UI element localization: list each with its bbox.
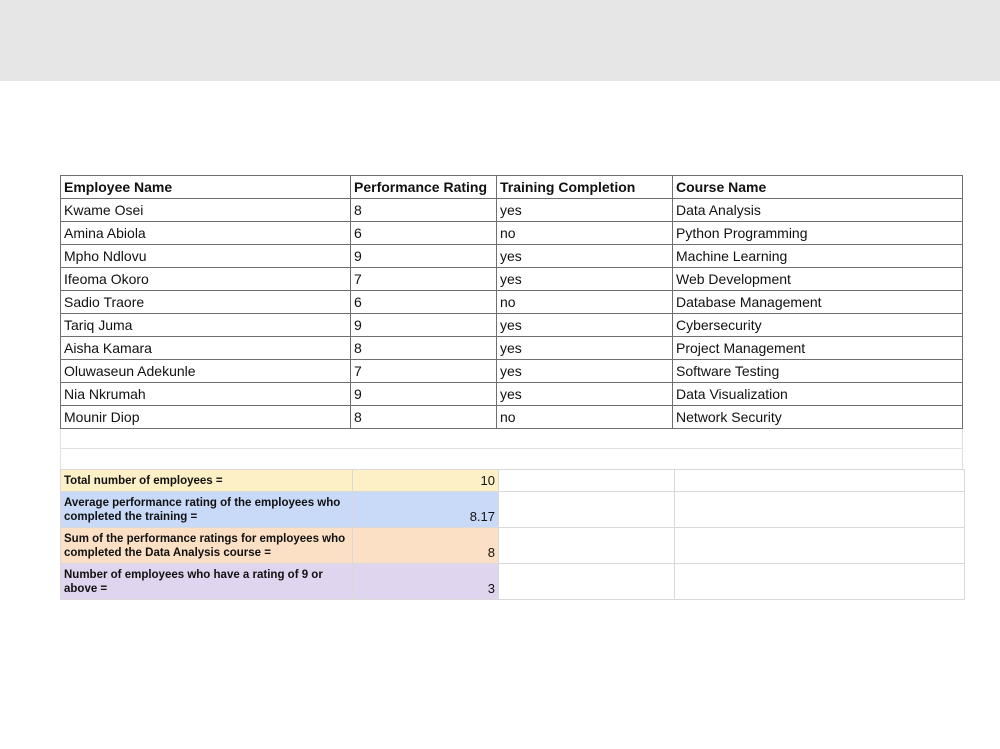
- cell-performance-rating[interactable]: 9: [351, 314, 497, 337]
- empty-cell[interactable]: [675, 470, 965, 492]
- table-row: [61, 406, 963, 429]
- summary-row-sum: [61, 528, 965, 564]
- cell-training-completion[interactable]: yes: [497, 268, 673, 291]
- summary-row-count: [61, 564, 965, 600]
- header-course-name[interactable]: Course Name: [673, 176, 963, 199]
- summary-row-average: [61, 492, 965, 528]
- cell-performance-rating[interactable]: 7: [351, 268, 497, 291]
- summary-row-total: [61, 470, 965, 492]
- total-employees-label[interactable]: Total number of employees =: [61, 470, 353, 492]
- cell-employee-name[interactable]: Ifeoma Okoro: [61, 268, 351, 291]
- table-row: [61, 199, 963, 222]
- header-performance-rating[interactable]: Performance Rating: [351, 176, 497, 199]
- table-row: [61, 291, 963, 314]
- cell-course-name[interactable]: Network Security: [673, 406, 963, 429]
- header-training-completion[interactable]: Training Completion: [497, 176, 673, 199]
- cell-employee-name[interactable]: Aisha Kamara: [61, 337, 351, 360]
- table-row: [61, 268, 963, 291]
- cell-training-completion[interactable]: no: [497, 222, 673, 245]
- table-row: [61, 222, 963, 245]
- table-row: [61, 314, 963, 337]
- cell-employee-name[interactable]: Mounir Diop: [61, 406, 351, 429]
- sum-ratings-label[interactable]: Sum of the performance ratings for employees who completed the Data Analysis course =: [61, 528, 353, 564]
- cell-course-name[interactable]: Data Analysis: [673, 199, 963, 222]
- table-row: [61, 245, 963, 268]
- cell-employee-name[interactable]: Sadio Traore: [61, 291, 351, 314]
- empty-cell[interactable]: [675, 528, 965, 564]
- cell-performance-rating[interactable]: 8: [351, 199, 497, 222]
- summary-table: [60, 469, 965, 600]
- spreadsheet: [60, 175, 965, 600]
- cell-performance-rating[interactable]: 9: [351, 383, 497, 406]
- cell-employee-name[interactable]: Mpho Ndlovu: [61, 245, 351, 268]
- top-bar: [0, 0, 1000, 81]
- cell-performance-rating[interactable]: 6: [351, 291, 497, 314]
- cell-course-name[interactable]: Machine Learning: [673, 245, 963, 268]
- cell-employee-name[interactable]: Tariq Juma: [61, 314, 351, 337]
- cell-employee-name[interactable]: Oluwaseun Adekunle: [61, 360, 351, 383]
- total-employees-value[interactable]: 10: [353, 470, 499, 492]
- empty-cell[interactable]: [499, 470, 675, 492]
- cell-performance-rating[interactable]: 7: [351, 360, 497, 383]
- cell-performance-rating[interactable]: 8: [351, 337, 497, 360]
- table-row: [61, 360, 963, 383]
- header-employee-name[interactable]: Employee Name: [61, 176, 351, 199]
- empty-rows: [60, 429, 963, 469]
- cell-training-completion[interactable]: yes: [497, 337, 673, 360]
- average-rating-label[interactable]: Average performance rating of the employees who completed the training =: [61, 492, 353, 528]
- cell-training-completion[interactable]: yes: [497, 360, 673, 383]
- cell-performance-rating[interactable]: 6: [351, 222, 497, 245]
- empty-cell[interactable]: [499, 492, 675, 528]
- cell-course-name[interactable]: Database Management: [673, 291, 963, 314]
- cell-employee-name[interactable]: Kwame Osei: [61, 199, 351, 222]
- cell-training-completion[interactable]: yes: [497, 245, 673, 268]
- cell-course-name[interactable]: Data Visualization: [673, 383, 963, 406]
- empty-cell[interactable]: [499, 528, 675, 564]
- table-row: [61, 337, 963, 360]
- cell-course-name[interactable]: Python Programming: [673, 222, 963, 245]
- employee-table: [60, 175, 963, 429]
- cell-performance-rating[interactable]: 9: [351, 245, 497, 268]
- cell-performance-rating[interactable]: 8: [351, 406, 497, 429]
- cell-training-completion[interactable]: yes: [497, 199, 673, 222]
- empty-cell[interactable]: [499, 564, 675, 600]
- cell-training-completion[interactable]: no: [497, 406, 673, 429]
- empty-cell[interactable]: [675, 564, 965, 600]
- gridline: [61, 448, 962, 449]
- high-rating-count-value[interactable]: 3: [353, 564, 499, 600]
- cell-training-completion[interactable]: no: [497, 291, 673, 314]
- sum-ratings-value[interactable]: 8: [353, 528, 499, 564]
- cell-training-completion[interactable]: yes: [497, 314, 673, 337]
- empty-cell[interactable]: [675, 492, 965, 528]
- cell-training-completion[interactable]: yes: [497, 383, 673, 406]
- cell-employee-name[interactable]: Nia Nkrumah: [61, 383, 351, 406]
- average-rating-value[interactable]: 8.17: [353, 492, 499, 528]
- header-row: [61, 176, 963, 199]
- cell-course-name[interactable]: Software Testing: [673, 360, 963, 383]
- cell-course-name[interactable]: Project Management: [673, 337, 963, 360]
- cell-employee-name[interactable]: Amina Abiola: [61, 222, 351, 245]
- cell-course-name[interactable]: Cybersecurity: [673, 314, 963, 337]
- high-rating-count-label[interactable]: Number of employees who have a rating of 9 or above =: [61, 564, 353, 600]
- cell-course-name[interactable]: Web Development: [673, 268, 963, 291]
- table-row: [61, 383, 963, 406]
